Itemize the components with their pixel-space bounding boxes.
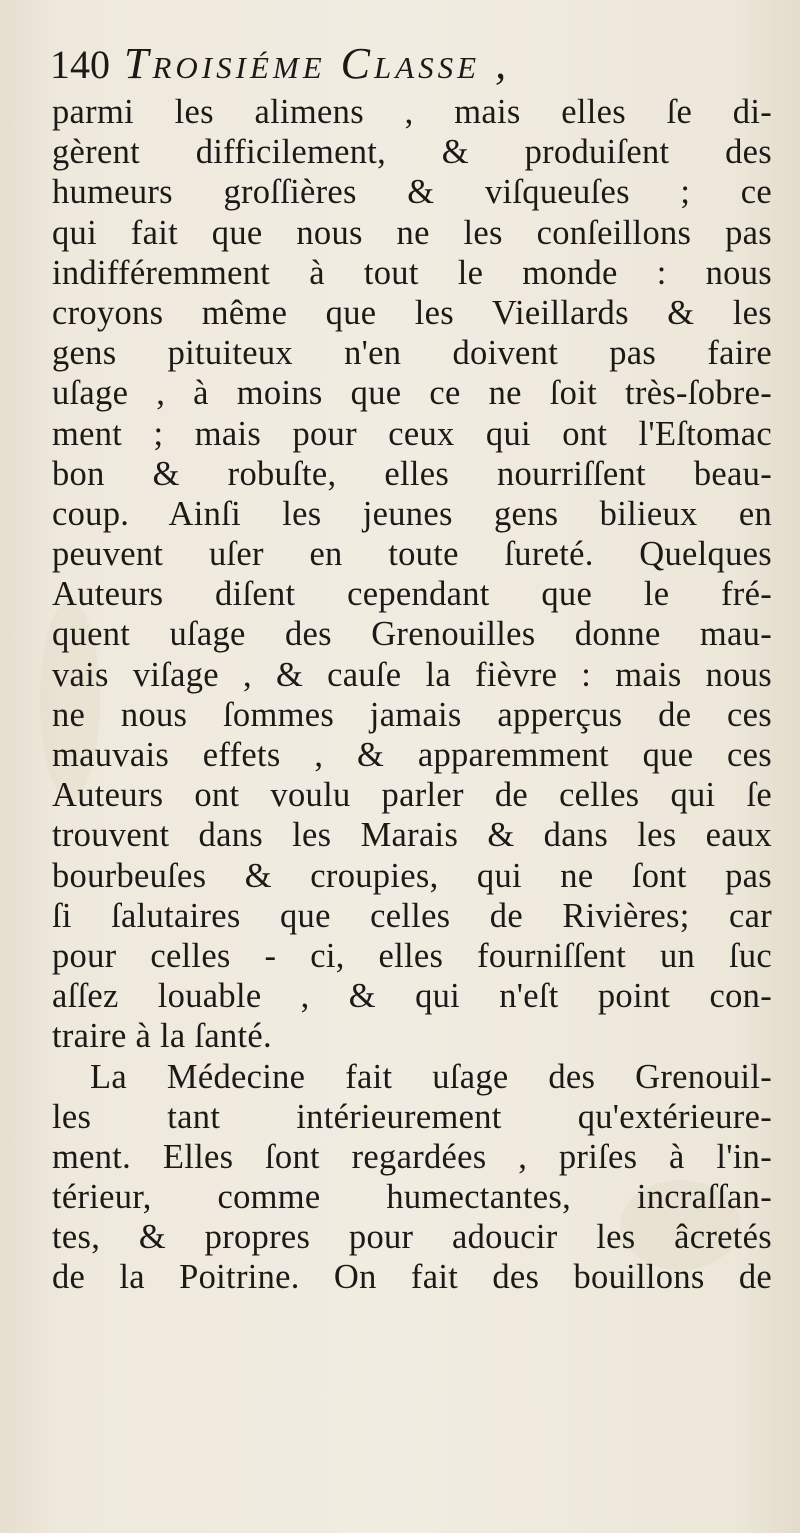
text-line: bon & robuſte, elles nourriſſent beau- — [52, 454, 772, 493]
text-line: térieur, comme humectantes, incraſſan- — [52, 1178, 772, 1217]
text-line: ment ; mais pour ceux qui ont l'Eſtomac — [52, 414, 772, 453]
text-line: gens pituiteux n'en doivent pas faire — [52, 334, 772, 373]
text-line: pour celles - ci, elles fourniſſent un ſuc — [52, 936, 772, 975]
text-line: gèrent difficilement, & produiſent des — [52, 133, 772, 172]
text-line: ne nous ſommes jamais apperçus de ces — [52, 695, 772, 734]
page-number: 140 — [50, 42, 110, 87]
text-line: Auteurs ont voulu parler de celles qui ſe — [52, 776, 772, 815]
text-line: de la Poitrine. On fait des bouillons de — [52, 1258, 772, 1297]
body-text — [52, 92, 772, 1298]
text-line: La Médecine fait uſage des Grenouil- — [90, 1057, 772, 1096]
text-line: tes, & propres pour adoucir les âcretés — [52, 1218, 772, 1257]
text-line: peuvent uſer en toute ſureté. Quelques — [52, 535, 772, 574]
text-line: les tant intérieurement qu'extérieure- — [52, 1097, 772, 1136]
text-line: bourbeuſes & croupies, qui ne ſont pas — [52, 856, 772, 895]
paragraph-2 — [52, 1057, 772, 1298]
text-line: mauvais effets , & apparemment que ces — [52, 736, 772, 774]
text-line: qui fait que nous ne les conſeillons pas — [52, 213, 772, 252]
text-line: traire à la ſanté. — [52, 1017, 272, 1056]
text-line: parmi les alimens , mais elles ſe di- — [52, 93, 772, 131]
text-line: uſage , à moins que ce ne ſoit très-ſobre- — [52, 374, 772, 413]
paragraph-1 — [52, 92, 772, 1057]
text-line: trouvent dans les Marais & dans les eaux — [52, 816, 772, 855]
text-line: aſſez louable , & qui n'eſt point con- — [52, 977, 772, 1016]
text-line: croyons même que les Vieillards & les — [52, 293, 772, 332]
text-line: coup. Ainſi les jeunes gens bilieux en — [52, 494, 772, 533]
text-line: Auteurs diſent cependant que le fré- — [52, 575, 772, 614]
running-head: Troisiéme Classe , — [124, 39, 511, 88]
text-line: indifféremment à tout le monde : nous — [52, 253, 772, 292]
text-line: ment. Elles ſont regardées , priſes à l'in- — [52, 1137, 772, 1176]
text-line: ſi ſalutaires que celles de Rivières; car — [52, 896, 772, 935]
text-line: vais viſage , & cauſe la fièvre : mais nous — [52, 655, 772, 694]
text-line: humeurs groſſières & viſqueuſes ; ce — [52, 173, 772, 212]
page-header — [50, 38, 750, 98]
text-line: quent uſage des Grenouilles donne mau- — [52, 615, 772, 654]
